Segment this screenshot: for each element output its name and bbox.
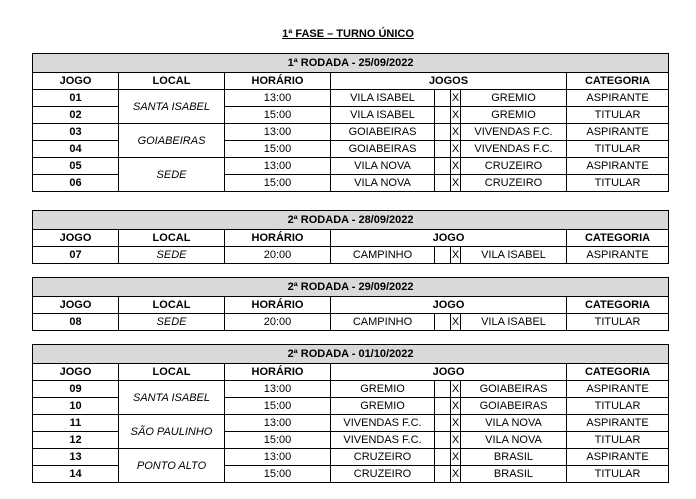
game-time: 15:00 (225, 466, 331, 483)
table-row (33, 158, 669, 175)
venue: SEDE (119, 314, 225, 331)
header-horario: HORÁRIO (225, 73, 331, 90)
versus-mark: X (451, 124, 461, 141)
home-team: GOIABEIRAS (331, 124, 435, 141)
game-time: 13:00 (225, 381, 331, 398)
spacer-cell (435, 415, 451, 432)
home-team: CAMPINHO (331, 247, 435, 264)
game-time: 20:00 (225, 314, 331, 331)
game-number: 03 (33, 124, 119, 141)
home-team: VILA NOVA (331, 175, 435, 192)
versus-mark: X (451, 449, 461, 466)
round-table-3 (32, 277, 669, 331)
category: ASPIRANTE (567, 90, 669, 107)
header-categoria: CATEGORIA (567, 364, 669, 381)
category: ASPIRANTE (567, 449, 669, 466)
game-time: 15:00 (225, 432, 331, 449)
versus-mark: X (451, 247, 461, 264)
header-categoria: CATEGORIA (567, 297, 669, 314)
round-title: 2ª RODADA - 29/09/2022 (33, 278, 669, 297)
venue: GOIABEIRAS (119, 124, 225, 158)
table-row (33, 381, 669, 398)
home-team: GOIABEIRAS (331, 141, 435, 158)
away-team: GOIABEIRAS (461, 398, 567, 415)
header-horario: HORÁRIO (225, 230, 331, 247)
game-number: 01 (33, 90, 119, 107)
game-time: 20:00 (225, 247, 331, 264)
versus-mark: X (451, 175, 461, 192)
versus-mark: X (451, 381, 461, 398)
versus-mark: X (451, 466, 461, 483)
versus-mark: X (451, 90, 461, 107)
away-team: VIVENDAS F.C. (461, 124, 567, 141)
category: ASPIRANTE (567, 124, 669, 141)
round-table-1 (32, 53, 669, 192)
spacer-cell (435, 158, 451, 175)
spacer-cell (435, 124, 451, 141)
header-jogos: JOGO (331, 297, 567, 314)
spacer-cell (435, 107, 451, 124)
away-team: VILA NOVA (461, 432, 567, 449)
header-jogos: JOGO (331, 364, 567, 381)
venue: SANTA ISABEL (119, 90, 225, 124)
category: TITULAR (567, 432, 669, 449)
versus-mark: X (451, 432, 461, 449)
round-table-2 (32, 210, 669, 264)
game-number: 06 (33, 175, 119, 192)
table-row (33, 90, 669, 107)
game-time: 15:00 (225, 107, 331, 124)
away-team: GREMIO (461, 107, 567, 124)
category: ASPIRANTE (567, 381, 669, 398)
home-team: GREMIO (331, 381, 435, 398)
venue: PONTO ALTO (119, 449, 225, 483)
home-team: VILA ISABEL (331, 90, 435, 107)
away-team: CRUZEIRO (461, 175, 567, 192)
away-team: CRUZEIRO (461, 158, 567, 175)
spacer-cell (435, 314, 451, 331)
game-time: 13:00 (225, 90, 331, 107)
away-team: VIVENDAS F.C. (461, 141, 567, 158)
spacer-cell (435, 466, 451, 483)
header-local: LOCAL (119, 73, 225, 90)
header-horario: HORÁRIO (225, 297, 331, 314)
category: TITULAR (567, 107, 669, 124)
home-team: CRUZEIRO (331, 449, 435, 466)
game-time: 15:00 (225, 398, 331, 415)
spacer-cell (435, 381, 451, 398)
category: TITULAR (567, 466, 669, 483)
spacer-cell (435, 398, 451, 415)
header-local: LOCAL (119, 364, 225, 381)
table-row (33, 124, 669, 141)
header-jogos: JOGOS (331, 73, 567, 90)
spacer-cell (435, 247, 451, 264)
game-number: 12 (33, 432, 119, 449)
table-row (33, 449, 669, 466)
game-number: 13 (33, 449, 119, 466)
game-number: 04 (33, 141, 119, 158)
header-jogo: JOGO (33, 364, 119, 381)
game-number: 05 (33, 158, 119, 175)
spacer-cell (435, 432, 451, 449)
game-number: 08 (33, 314, 119, 331)
round-table-4 (32, 344, 669, 483)
round-title: 2ª RODADA - 01/10/2022 (33, 345, 669, 364)
venue: SANTA ISABEL (119, 381, 225, 415)
venue: SEDE (119, 247, 225, 264)
away-team: VILA ISABEL (461, 314, 567, 331)
header-jogo: JOGO (33, 73, 119, 90)
round-title: 1ª RODADA - 25/09/2022 (33, 54, 669, 73)
home-team: GREMIO (331, 398, 435, 415)
versus-mark: X (451, 314, 461, 331)
category: ASPIRANTE (567, 158, 669, 175)
spacer-cell (435, 175, 451, 192)
versus-mark: X (451, 107, 461, 124)
header-jogos: JOGO (331, 230, 567, 247)
header-local: LOCAL (119, 297, 225, 314)
versus-mark: X (451, 398, 461, 415)
versus-mark: X (451, 158, 461, 175)
game-time: 13:00 (225, 415, 331, 432)
versus-mark: X (451, 141, 461, 158)
away-team: BRASIL (461, 466, 567, 483)
category: TITULAR (567, 314, 669, 331)
spacer-cell (435, 90, 451, 107)
away-team: GREMIO (461, 90, 567, 107)
home-team: VILA ISABEL (331, 107, 435, 124)
table-row (33, 314, 669, 331)
table-row (33, 415, 669, 432)
category: TITULAR (567, 141, 669, 158)
category: ASPIRANTE (567, 247, 669, 264)
page-title: 1ª FASE – TURNO ÚNICO (282, 28, 414, 40)
game-time: 15:00 (225, 175, 331, 192)
game-number: 07 (33, 247, 119, 264)
header-categoria: CATEGORIA (567, 73, 669, 90)
game-time: 13:00 (225, 124, 331, 141)
header-horario: HORÁRIO (225, 364, 331, 381)
game-time: 13:00 (225, 449, 331, 466)
away-team: VILA NOVA (461, 415, 567, 432)
game-number: 14 (33, 466, 119, 483)
game-number: 11 (33, 415, 119, 432)
home-team: VILA NOVA (331, 158, 435, 175)
spacer-cell (435, 141, 451, 158)
venue: SÃO PAULINHO (119, 415, 225, 449)
game-time: 13:00 (225, 158, 331, 175)
away-team: BRASIL (461, 449, 567, 466)
table-row (33, 247, 669, 264)
home-team: CAMPINHO (331, 314, 435, 331)
header-jogo: JOGO (33, 297, 119, 314)
home-team: VIVENDAS F.C. (331, 432, 435, 449)
header-jogo: JOGO (33, 230, 119, 247)
away-team: GOIABEIRAS (461, 381, 567, 398)
home-team: VIVENDAS F.C. (331, 415, 435, 432)
game-number: 09 (33, 381, 119, 398)
game-number: 10 (33, 398, 119, 415)
game-time: 15:00 (225, 141, 331, 158)
venue: SEDE (119, 158, 225, 192)
header-categoria: CATEGORIA (567, 230, 669, 247)
away-team: VILA ISABEL (461, 247, 567, 264)
round-title: 2ª RODADA - 28/09/2022 (33, 211, 669, 230)
home-team: CRUZEIRO (331, 466, 435, 483)
category: ASPIRANTE (567, 415, 669, 432)
spacer-cell (435, 449, 451, 466)
header-local: LOCAL (119, 230, 225, 247)
category: TITULAR (567, 175, 669, 192)
versus-mark: X (451, 415, 461, 432)
game-number: 02 (33, 107, 119, 124)
category: TITULAR (567, 398, 669, 415)
